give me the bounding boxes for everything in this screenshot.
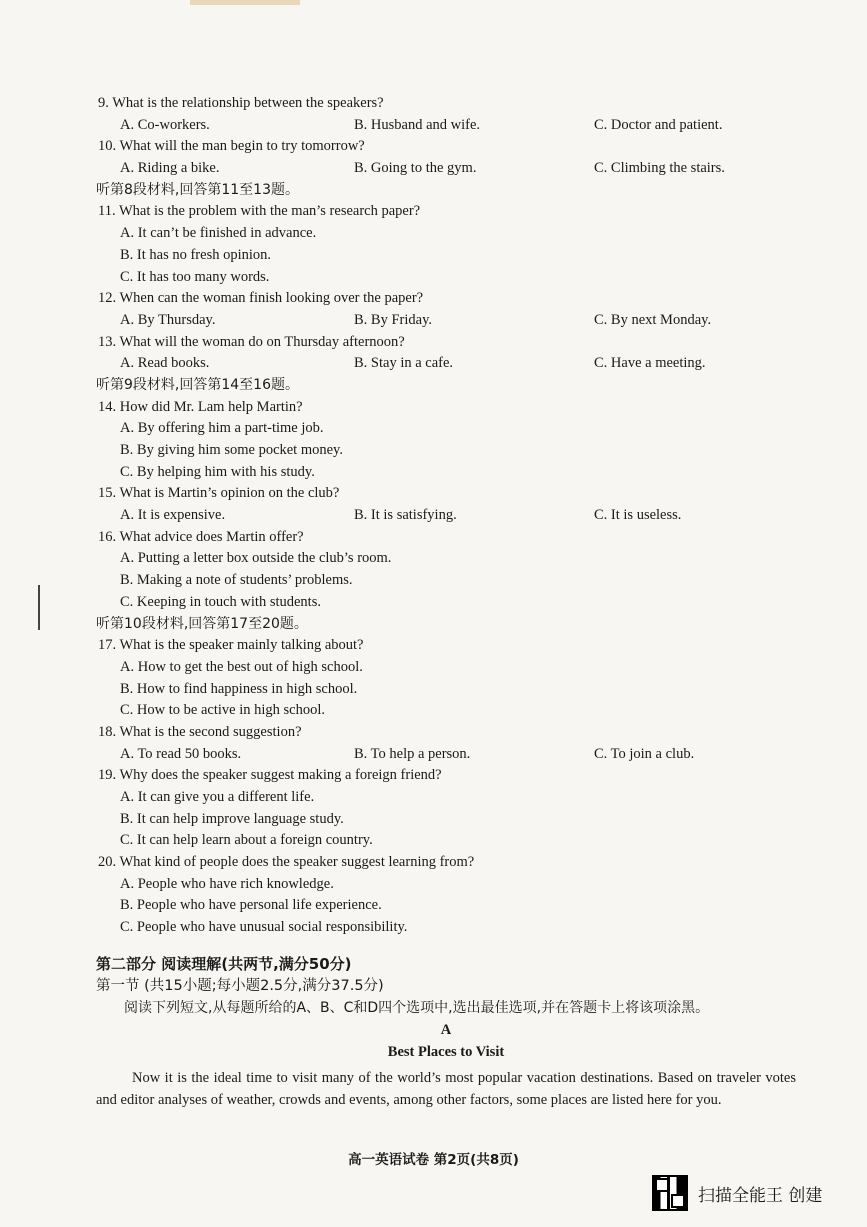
answer-option: C. How to be active in high school.: [120, 702, 325, 719]
answer-option: C. By next Monday.: [594, 311, 712, 328]
answer-option: C. It can help learn about a foreign country.: [120, 832, 373, 849]
answer-option: A. How to get the best out of high school.: [120, 658, 363, 675]
answer-option: B. By giving him some pocket money.: [120, 442, 343, 458]
passage-title: Best Places to Visit: [387, 1043, 505, 1060]
question-block-4: [96, 635, 796, 939]
answer-option: C. Climbing the stairs.: [594, 160, 725, 177]
answer-option: A. It can’t be finished in advance.: [120, 225, 317, 242]
section-heading-9: 听第9段材料,回答第14至16题。: [96, 376, 299, 393]
answer-option: A. Putting a letter box outside the club’s room.: [120, 550, 392, 567]
page-footer: 高一英语试卷 第2页(共8页): [348, 1152, 519, 1168]
answer-option: C. Have a meeting.: [594, 355, 706, 372]
answer-option: C. By helping him with his study.: [120, 463, 315, 480]
answer-option: B. To help a person.: [354, 745, 471, 762]
answer-option: B. It can help improve language study.: [120, 810, 344, 827]
answer-option: C. Keeping in touch with students.: [120, 593, 321, 610]
question-stem: 17. What is the speaker mainly talking about?: [98, 637, 364, 654]
question-stem: 14. How did Mr. Lam help Martin?: [98, 398, 303, 415]
part-two-title: 第二部分 阅读理解(共两节,满分50分): [96, 954, 352, 973]
answer-option: A. It can give you a different life.: [120, 789, 315, 805]
question-stem: 13. What will the woman do on Thursday afternoon?: [98, 333, 405, 350]
answer-option: A. To read 50 books.: [120, 745, 242, 762]
options-row: [96, 310, 796, 332]
answer-option: C. It is useless.: [594, 507, 682, 524]
scanner-label: 扫描全能王 创建: [698, 1185, 823, 1206]
answer-option: C. Doctor and patient.: [594, 116, 723, 133]
options-row: [96, 353, 796, 375]
answer-option: A. It is expensive.: [120, 507, 226, 524]
section-heading-8: 听第8段材料,回答第11至13题。: [96, 181, 299, 198]
answer-option: B. Stay in a cafe.: [354, 355, 454, 372]
answer-option: B. It has no fresh opinion.: [120, 246, 272, 263]
question-stem: 15. What is Martin’s opinion on the club?: [98, 485, 340, 502]
passage-letter: A: [440, 1021, 452, 1038]
answer-option: B. Making a note of students’ problems.: [120, 572, 353, 589]
answer-option: A. People who have rich knowledge.: [120, 875, 334, 892]
answer-option: C. People who have unusual social responsibility.: [120, 919, 408, 936]
question-stem: 18. What is the second suggestion?: [98, 723, 302, 740]
question-block-2: [96, 201, 796, 375]
scanner-watermark: [652, 1175, 822, 1211]
scan-artifact: [190, 0, 300, 5]
question-stem: 19. Why does the speaker suggest making a foreign friend?: [98, 767, 442, 784]
answer-option: C. To join a club.: [594, 745, 695, 762]
section-one-title: 第一节 (共15小题;每小题2.5分,满分37.5分): [96, 977, 384, 994]
options-row: [96, 115, 796, 137]
answer-option: A. Riding a bike.: [120, 160, 220, 177]
section-heading-10: 听第10段材料,回答第17至20题。: [96, 615, 308, 632]
answer-option: B. Going to the gym.: [354, 160, 477, 177]
question-block-3: [96, 397, 796, 614]
question-stem: 9. What is the relationship between the speakers?: [98, 95, 384, 111]
options-row: [96, 158, 796, 180]
answer-option: B. Husband and wife.: [354, 116, 481, 133]
answer-option: A. By offering him a part-time job.: [120, 420, 324, 437]
question-stem: 10. What will the man begin to try tomorrow?: [98, 138, 365, 155]
answer-option: B. How to find happiness in high school.: [120, 680, 358, 697]
binding-line: [38, 585, 40, 630]
answer-option: B. It is satisfying.: [354, 507, 457, 524]
reading-instructions: 阅读下列短文,从每题所给的A、B、C和D四个选项中,选出最佳选项,并在答题卡上将该项涂黑。: [124, 999, 710, 1016]
question-stem: 16. What advice does Martin offer?: [98, 528, 304, 545]
qr-code-icon: [652, 1175, 688, 1211]
answer-option: B. By Friday.: [354, 311, 433, 328]
options-row: [96, 505, 796, 527]
options-row: [96, 744, 796, 766]
answer-option: C. It has too many words.: [120, 268, 270, 285]
question-block-1: [96, 93, 796, 180]
question-stem: 20. What kind of people does the speaker suggest learning from?: [98, 854, 475, 871]
answer-option: B. People who have personal life experience.: [120, 897, 382, 914]
answer-option: A. Co-workers.: [120, 116, 210, 133]
question-stem: 12. When can the woman finish looking over the paper?: [98, 290, 424, 307]
answer-option: A. By Thursday.: [120, 311, 216, 328]
answer-option: A. Read books.: [120, 355, 210, 372]
passage-text: Now it is the ideal time to visit many of the world’s most popular vacation destinations. Based on traveler votes and editor analyses of weather, crowds and events, among other factors, some places are listed here for you.: [96, 1069, 796, 1108]
exam-content: [96, 93, 796, 1111]
question-stem: 11. What is the problem with the man’s research paper?: [98, 203, 421, 220]
